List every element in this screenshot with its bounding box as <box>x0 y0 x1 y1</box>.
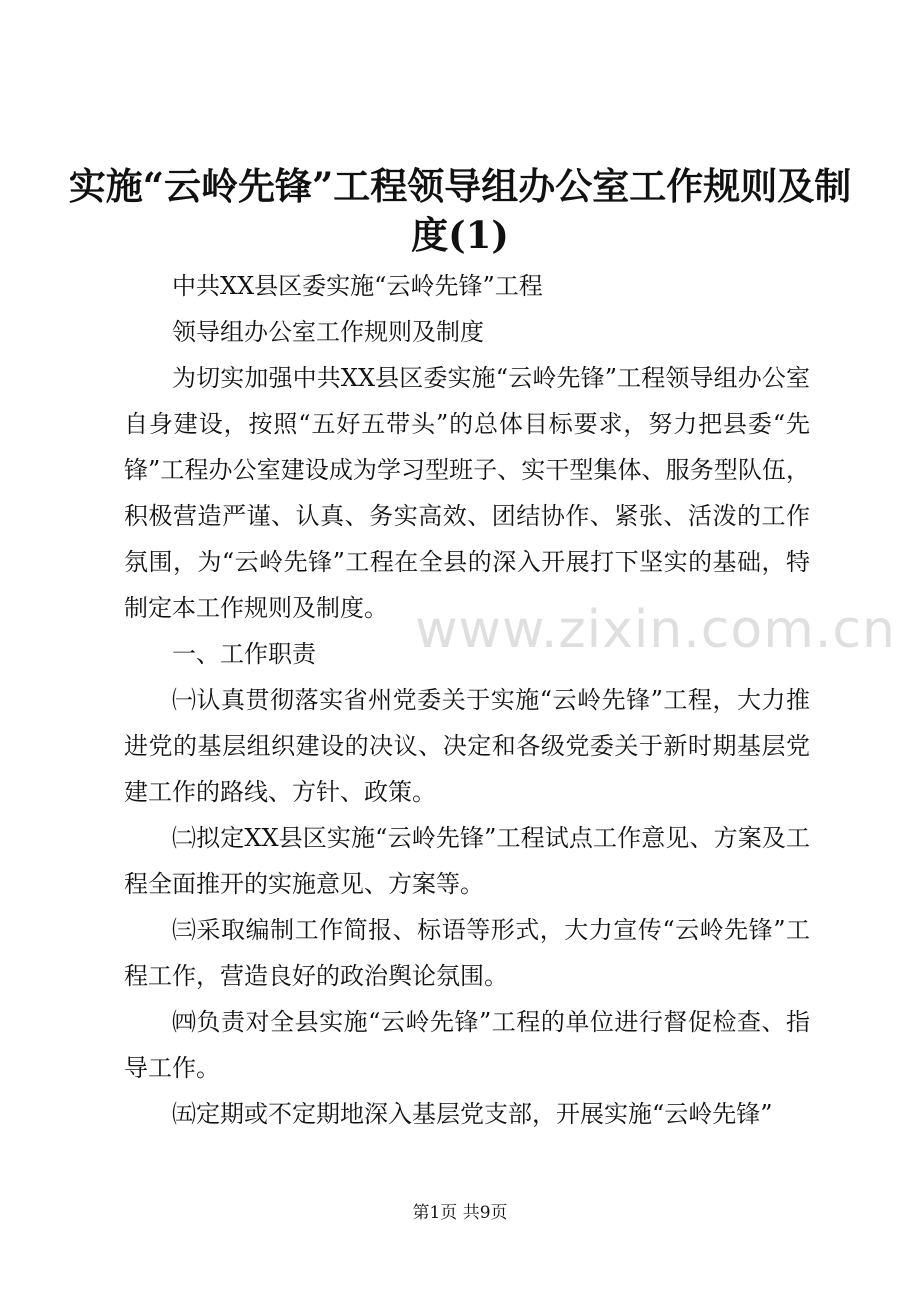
duty-item-1: ㈠认真贯彻落实省州党委关于实施“云岭先锋”工程，大力推进党的基层组织建设的决议、决定和各级党委关于新时期基层党建工作的路线、方针、政策。 <box>124 686 810 806</box>
duty-item-2: ㈡拟定XX县区实施“云岭先锋”工程试点工作意见、方案及工程全面推开的实施意见、方案等。 <box>124 824 810 898</box>
document-body <box>124 263 810 1137</box>
document-title: 实施“云岭先锋”工程领导组办公室工作规则及制度(1) <box>68 164 852 257</box>
page-footer: 第1页 共9页 <box>412 1203 508 1223</box>
duty-item-4: ㈣负责对全县实施“云岭先锋”工程的单位进行督促检查、指导工作。 <box>124 1008 810 1082</box>
subtitle-line-1: 中共XX县区委实施“云岭先锋”工程 <box>172 272 543 300</box>
subtitle-line-2: 领导组办公室工作规则及制度 <box>172 318 484 346</box>
watermark: www.zixin.com.cn <box>415 600 896 660</box>
duty-item-5: ㈤定期或不定期地深入基层党支部，开展实施“云岭先锋” <box>172 1100 773 1128</box>
section-heading-duties: 一、工作职责 <box>172 640 316 668</box>
intro-paragraph: 为切实加强中共XX县区委实施“云岭先锋”工程领导组办公室自身建设，按照“五好五带头”的总体目标要求，努力把县委“先锋”工程办公室建设成为学习型班子、实干型集体、服务型队伍，积极营造严谨、认真、务实高效、团结协作、紧张、活泼的工作氛围，为“云岭先锋”工程在全县的深入开展打下坚实的基础，特制定本工作规则及制度。 <box>124 364 810 622</box>
duty-item-3: ㈢采取编制工作简报、标语等形式，大力宣传“云岭先锋”工程工作，营造良好的政治舆论氛围。 <box>124 916 810 990</box>
